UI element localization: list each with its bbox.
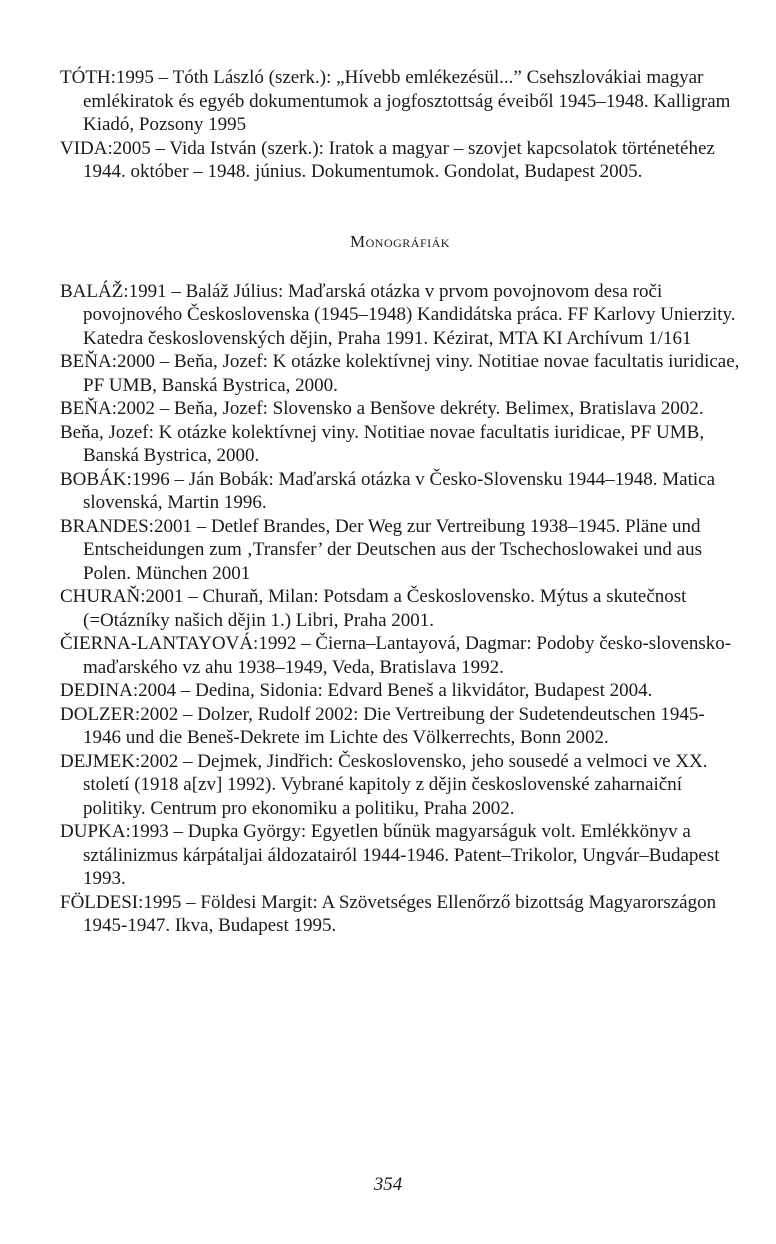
- bibliography-entry-vida: VIDA:2005 – Vida István (szerk.): Iratok a magyar – szovjet kapcsolatok történetéhez 1944. október – 1948. június. Dokumentumok. Gondolat, Budapest 2005.: [60, 137, 715, 182]
- document-body: [60, 66, 740, 938]
- bibliography-entry-toth: TÓTH:1995 – Tóth László (szerk.): „Hívebb emlékezésül...” Csehszlovákiai magyar emlékiratok és egyéb dokumentumok a jogfosztottság éveiből 1945–1948. Kalligram Kiadó, Pozsony 1995: [60, 67, 731, 135]
- bibliography-entry: CHURAŇ:2001 – Churaň, Milan: Potsdam a Československo. Mýtus a skutečnost (=Otázníky našich dějin 1.) Libri, Praha 2001.: [60, 586, 687, 631]
- page-number: 354: [373, 1174, 403, 1195]
- bibliography-entry: DOLZER:2002 – Dolzer, Rudolf 2002: Die Vertreibung der Sudetendeutschen 1945-1946 und die Beneš-Dekrete im Lichte des Völkerrechts, Bonn 2002.: [60, 703, 705, 748]
- bibliography-entry: DEDINA:2004 – Dedina, Sidonia: Edvard Beneš a likvidátor, Budapest 2004.: [60, 680, 653, 701]
- bibliography-entry: ČIERNA-LANTAYOVÁ:1992 – Čierna–Lantayová, Dagmar: Podoby česko-slovensko-maďarského vz ahu 1938–1949, Veda, Bratislava 1992.: [60, 633, 732, 678]
- bibliography-entry: BOBÁK:1996 – Ján Bobák: Maďarská otázka v Česko-Slovensku 1944–1948. Matica slovenská, Martin 1996.: [60, 468, 716, 513]
- bibliography-entry: DUPKA:1993 – Dupka György: Egyetlen bűnük magyarságuk volt. Emlékkönyv a sztálinizmus kárpátaljai áldozatairól 1944-1946. Patent–Trikolor, Ungvár–Budapest 1993.: [60, 821, 720, 889]
- bibliography-entry: Beňa, Jozef: K otázke kolektívnej viny. Notitiae novae facultatis iuridicae, PF UMB, Banská Bystrica, 2000.: [60, 421, 705, 466]
- bibliography-entry: BRANDES:2001 – Detlef Brandes, Der Weg zur Vertreibung 1938–1945. Pläne und Entscheidungen zum ‚Transfer’ der Deutschen aus der Tschechoslowakei und aus Polen. München 2001: [60, 515, 702, 584]
- bibliography-entry: BEŇA:2002 – Beňa, Jozef: Slovensko a Benšove dekréty. Belimex, Bratislava 2002.: [60, 398, 704, 419]
- bibliography-entry: BALÁŽ:1991 – Baláž Július: Maďarská otázka v prvom povojnovom desa roči povojnového Československa (1945–1948) Kandidátska práca. FF Karlovy Unierzity. Katedra československých dějin, Praha 1991. Kézirat, MTA KI Archívum 1/161: [60, 280, 736, 349]
- section-heading: Monográfiák: [350, 231, 450, 251]
- bibliography-entry: DEJMEK:2002 – Dejmek, Jindřich: Československo, jeho sousedé a velmoci ve XX. století (1918 a[zv] 1992). Vybrané kapitoly z dějin československé zaharnaiční politiky. Centrum pro ekonomiku a politiku, Praha 2002.: [60, 750, 708, 819]
- bibliography-entry: BEŇA:2000 – Beňa, Jozef: K otázke kolektívnej viny. Notitiae novae facultatis iuridicae, PF UMB, Banská Bystrica, 2000.: [60, 351, 740, 396]
- bibliography-entry: FÖLDESI:1995 – Földesi Margit: A Szövetséges Ellenőrző bizottság Magyarországon 1945-1947. Ikva, Budapest 1995.: [60, 891, 717, 936]
